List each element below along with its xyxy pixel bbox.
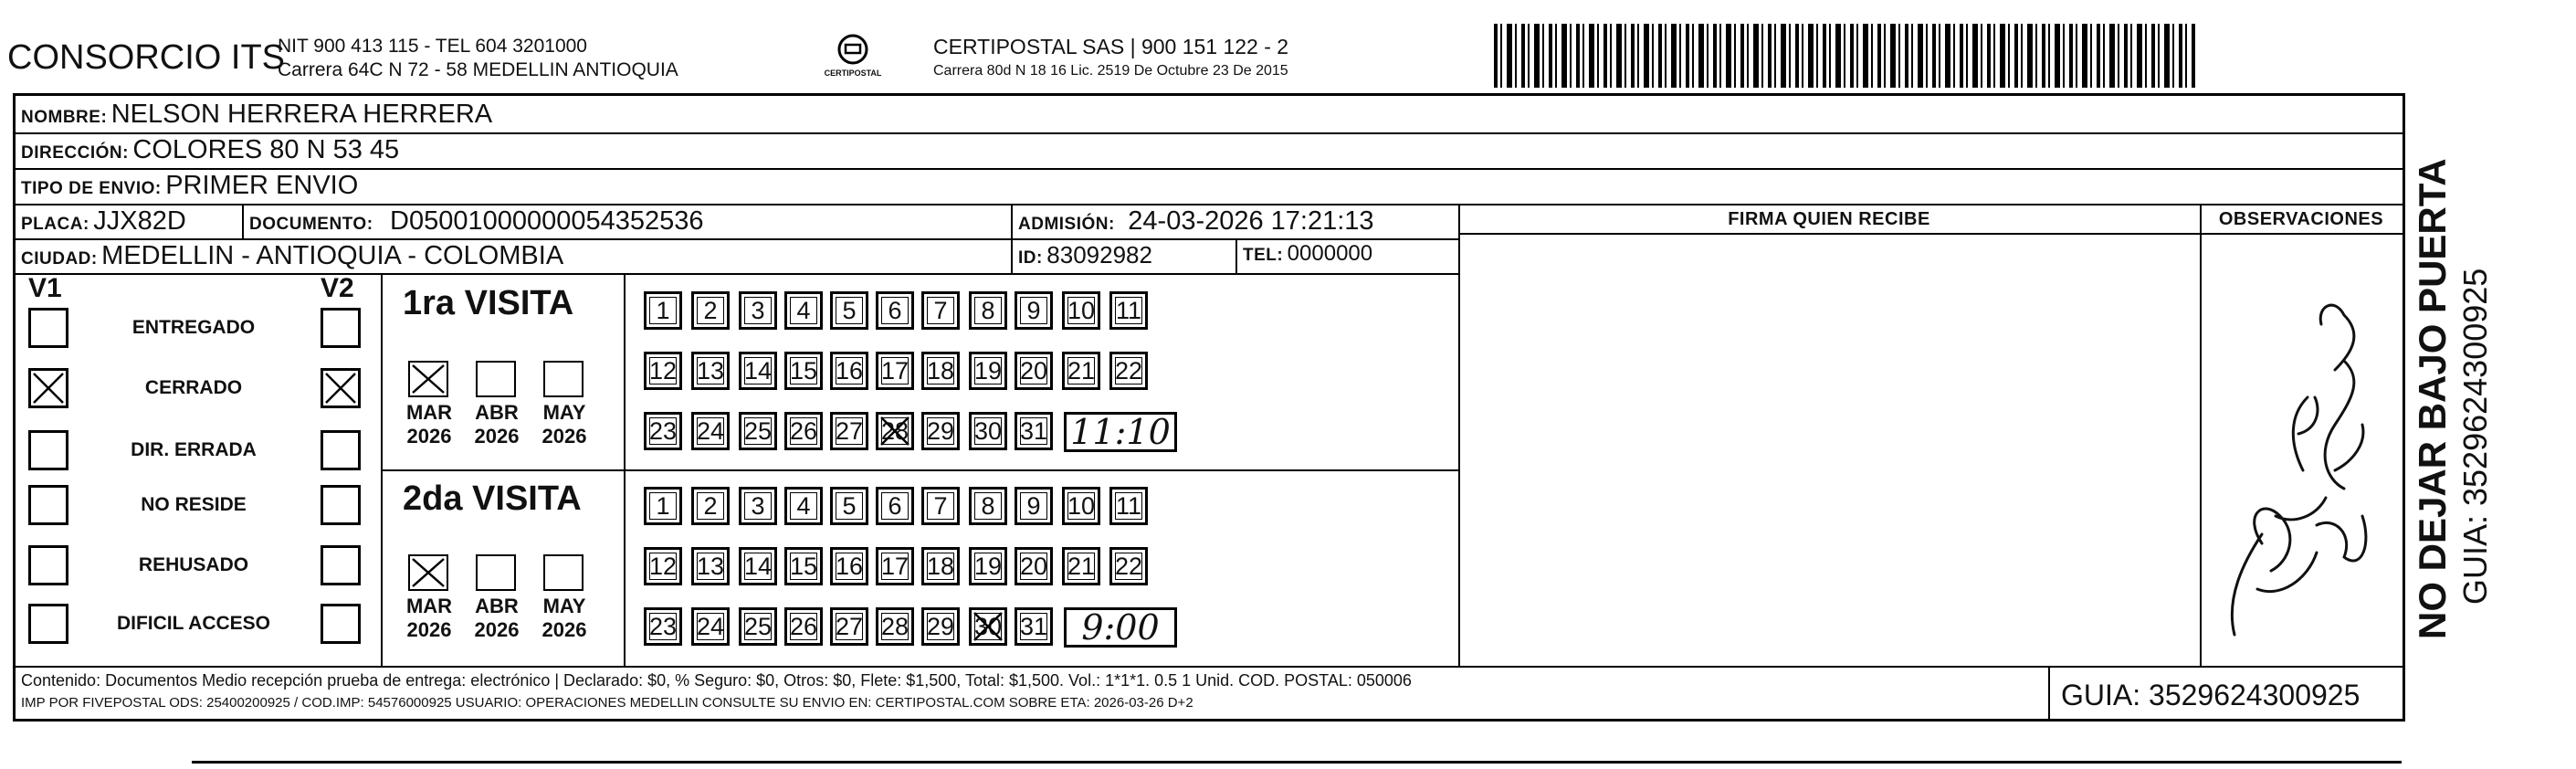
- day-cell[interactable]: [876, 291, 914, 330]
- guide-form: [13, 93, 2405, 722]
- day-number: 15: [789, 356, 818, 384]
- month-checkbox[interactable]: [543, 554, 584, 591]
- v1-checkbox[interactable]: [28, 545, 68, 585]
- v2-checkbox[interactable]: [321, 545, 361, 585]
- day-cell[interactable]: [1062, 352, 1100, 390]
- day-cell[interactable]: [830, 352, 868, 390]
- company-name: CONSORCIO ITS: [7, 38, 286, 77]
- day-cell[interactable]: [1015, 352, 1053, 390]
- day-cell[interactable]: [644, 607, 682, 646]
- day-number: 17: [880, 356, 909, 384]
- month-name: MAY: [542, 595, 586, 617]
- month-name: MAY: [542, 401, 586, 424]
- status-label: CERRADO: [144, 377, 243, 398]
- day-number: 13: [696, 552, 725, 580]
- day-number: 9: [1026, 491, 1041, 520]
- day-number: 3: [751, 491, 765, 520]
- day-cell[interactable]: [969, 547, 1007, 585]
- day-cell[interactable]: [921, 487, 960, 525]
- tipo-label: TIPO DE ENVIO:: [21, 179, 162, 198]
- month-label: [532, 401, 596, 448]
- footer-guia: GUIA: 3529624300925: [2061, 679, 2360, 711]
- month-year: 2026: [406, 425, 452, 448]
- day-cell[interactable]: [969, 607, 1007, 646]
- direccion-label: DIRECCIÓN:: [21, 143, 129, 163]
- day-cell[interactable]: [830, 291, 868, 330]
- id-value: 83092982: [1046, 241, 1152, 269]
- day-number: 25: [743, 416, 773, 445]
- page-edge: [192, 761, 2402, 764]
- month-label: [465, 595, 529, 642]
- tel-cell: [1243, 241, 1372, 267]
- day-number: 10: [1067, 296, 1096, 324]
- day-number: 12: [648, 356, 678, 384]
- day-cell[interactable]: [691, 547, 730, 585]
- day-cell[interactable]: [1109, 352, 1148, 390]
- day-number: 30: [973, 612, 1003, 640]
- day-cell[interactable]: [644, 291, 682, 330]
- v2-checkbox[interactable]: [321, 485, 361, 525]
- day-number: 24: [696, 416, 725, 445]
- day-cell[interactable]: [691, 352, 730, 390]
- tipo-value: PRIMER ENVIO: [165, 171, 359, 200]
- company-info: [278, 35, 678, 82]
- day-number: 22: [1114, 552, 1143, 580]
- day-cell[interactable]: [644, 412, 682, 450]
- day-number: 18: [926, 356, 955, 384]
- day-number: 16: [835, 552, 864, 580]
- day-cell[interactable]: [644, 547, 682, 585]
- month-year: 2026: [474, 425, 520, 448]
- day-cell[interactable]: [784, 487, 823, 525]
- direccion-row: [21, 135, 399, 165]
- day-cell[interactable]: [691, 291, 730, 330]
- day-number: 5: [842, 491, 857, 520]
- placa-cell: [21, 206, 186, 237]
- day-cell[interactable]: [1062, 547, 1100, 585]
- day-cell[interactable]: [969, 352, 1007, 390]
- month-name: ABR: [475, 595, 519, 617]
- day-cell[interactable]: [876, 412, 914, 450]
- ciudad-label: CIUDAD:: [21, 249, 98, 269]
- placa-value: JJX82D: [93, 206, 186, 236]
- day-cell[interactable]: [876, 352, 914, 390]
- day-cell[interactable]: [644, 487, 682, 525]
- day-cell[interactable]: [921, 412, 960, 450]
- documento-cell: [249, 206, 704, 237]
- v2-checkbox[interactable]: [321, 604, 361, 644]
- day-number: 18: [926, 552, 955, 580]
- month-year: 2026: [541, 425, 587, 448]
- day-cell[interactable]: [876, 487, 914, 525]
- day-number: 7: [933, 296, 948, 324]
- month-label: [397, 401, 461, 448]
- day-cell[interactable]: [739, 352, 777, 390]
- day-cell[interactable]: [691, 607, 730, 646]
- day-number: 15: [789, 552, 818, 580]
- day-cell[interactable]: [921, 352, 960, 390]
- month-checkbox[interactable]: [408, 361, 448, 397]
- day-number: 13: [696, 356, 725, 384]
- day-number: 6: [888, 296, 902, 324]
- day-number: 21: [1067, 552, 1096, 580]
- day-number: 29: [926, 416, 955, 445]
- day-number: 4: [796, 296, 811, 324]
- status-label: DIFICIL ACCESO: [116, 613, 270, 634]
- logo-icon: [835, 33, 871, 66]
- day-number: 9: [1026, 296, 1041, 324]
- day-number: 19: [973, 552, 1003, 580]
- day-cell[interactable]: [830, 547, 868, 585]
- day-number: 2: [703, 296, 718, 324]
- day-number: 7: [933, 491, 948, 520]
- day-cell[interactable]: [969, 487, 1007, 525]
- status-label: REHUSADO: [138, 554, 249, 575]
- day-number: 4: [796, 491, 811, 520]
- day-number: 8: [981, 491, 995, 520]
- status-label: NO RESIDE: [141, 494, 247, 515]
- day-cell[interactable]: [691, 412, 730, 450]
- visit-time[interactable]: 11:10: [1064, 412, 1177, 452]
- day-cell[interactable]: [1062, 291, 1100, 330]
- month-name: MAR: [405, 401, 453, 424]
- documento-label: DOCUMENTO:: [249, 215, 373, 234]
- day-cell[interactable]: [784, 607, 823, 646]
- logo-text: CERTIPOSTAL: [824, 68, 882, 78]
- admision-value: 24-03-2026 17:21:13: [1128, 206, 1374, 236]
- day-cell[interactable]: [830, 487, 868, 525]
- v2-header: V2: [321, 273, 354, 303]
- v1-checkbox[interactable]: [28, 430, 68, 470]
- placa-label: PLACA:: [21, 215, 89, 234]
- day-number: 5: [842, 296, 857, 324]
- v1-header: V1: [28, 273, 62, 303]
- handwritten-signature: [2207, 242, 2395, 653]
- day-number: 1: [656, 296, 670, 324]
- day-cell[interactable]: [784, 547, 823, 585]
- id-cell: [1018, 241, 1152, 269]
- day-number: 28: [880, 612, 909, 640]
- day-number: 28: [880, 416, 909, 445]
- day-number: 20: [1019, 552, 1048, 580]
- month-year: 2026: [474, 618, 520, 641]
- day-number: 17: [880, 552, 909, 580]
- nombre-row: [21, 100, 492, 130]
- month-year: 2026: [541, 618, 587, 641]
- no-dejar-warning: NO DEJAR BAJO PUERTA: [2411, 158, 2454, 639]
- month-label: [532, 595, 596, 642]
- day-number: 23: [648, 416, 678, 445]
- id-label: ID:: [1018, 248, 1043, 268]
- status-label: DIR. ERRADA: [131, 439, 257, 460]
- visit-time[interactable]: 9:00: [1064, 607, 1177, 648]
- day-number: 20: [1019, 356, 1048, 384]
- day-cell[interactable]: [1015, 487, 1053, 525]
- month-checkbox[interactable]: [476, 361, 516, 397]
- day-number: 14: [743, 356, 773, 384]
- visit1-title: 1ra VISITA: [403, 284, 574, 322]
- v1-checkbox[interactable]: [28, 308, 68, 348]
- day-number: 8: [981, 296, 995, 324]
- admision-label: ADMISIÓN:: [1018, 215, 1115, 234]
- v2-checkbox[interactable]: [321, 368, 361, 408]
- day-cell[interactable]: [784, 412, 823, 450]
- day-number: 14: [743, 552, 773, 580]
- day-cell[interactable]: [1015, 607, 1053, 646]
- ciudad-value: MEDELLIN - ANTIOQUIA - COLOMBIA: [101, 241, 564, 270]
- day-number: 27: [835, 416, 864, 445]
- nombre-label: NOMBRE:: [21, 108, 108, 127]
- month-name: ABR: [475, 401, 519, 424]
- v2-checkbox[interactable]: [321, 308, 361, 348]
- day-number: 22: [1114, 356, 1143, 384]
- nit-line: NIT 900 413 115 - TEL 604 3201000: [278, 36, 587, 57]
- day-cell[interactable]: [739, 607, 777, 646]
- barcode: [1494, 24, 2195, 88]
- day-number: 27: [835, 612, 864, 640]
- day-cell[interactable]: [969, 291, 1007, 330]
- day-number: 2: [703, 491, 718, 520]
- day-cell[interactable]: [644, 352, 682, 390]
- side-guia: GUIA: 3529624300925: [2456, 268, 2494, 605]
- day-number: 11: [1115, 296, 1142, 324]
- day-cell[interactable]: [1109, 487, 1148, 525]
- month-checkbox[interactable]: [543, 361, 584, 397]
- day-cell[interactable]: [691, 487, 730, 525]
- day-number: 16: [835, 356, 864, 384]
- day-number: 26: [789, 612, 818, 640]
- day-number: 10: [1067, 491, 1096, 520]
- footer-imp: IMP POR FIVEPOSTAL ODS: 25400200925 / COD.IMP: 54576000925 USUARIO: OPERACIONES MEDELLIN CONSULTE SU ENVIO EN: CERTIPOSTAL.COM SOBRE ETA: 2026-03-26 D+2: [21, 695, 1193, 711]
- certipostal-logo: [816, 33, 889, 78]
- day-cell[interactable]: [1015, 291, 1053, 330]
- day-cell[interactable]: [969, 412, 1007, 450]
- day-cell[interactable]: [830, 607, 868, 646]
- day-cell[interactable]: [1015, 412, 1053, 450]
- day-cell[interactable]: [1015, 547, 1053, 585]
- day-cell[interactable]: [1109, 291, 1148, 330]
- day-number: 11: [1115, 491, 1142, 520]
- month-name: MAR: [405, 595, 453, 617]
- day-cell[interactable]: [739, 291, 777, 330]
- day-cell[interactable]: [739, 547, 777, 585]
- address-line: Carrera 64C N 72 - 58 MEDELLIN ANTIOQUIA: [278, 59, 678, 80]
- day-number: 25: [743, 612, 773, 640]
- admision-cell: [1018, 206, 1374, 237]
- day-cell[interactable]: [876, 547, 914, 585]
- month-label: [397, 595, 461, 642]
- day-number: 1: [656, 491, 670, 520]
- day-cell[interactable]: [921, 547, 960, 585]
- day-number: 23: [648, 612, 678, 640]
- observaciones-header: OBSERVACIONES: [2218, 209, 2384, 229]
- day-cell[interactable]: [921, 291, 960, 330]
- month-checkbox[interactable]: [408, 554, 448, 591]
- signature-area[interactable]: [1458, 233, 2200, 666]
- v2-checkbox[interactable]: [321, 430, 361, 470]
- visit2-title: 2da VISITA: [403, 479, 582, 518]
- v1-checkbox[interactable]: [28, 485, 68, 525]
- tipo-row: [21, 171, 358, 201]
- day-number: 12: [648, 552, 678, 580]
- day-cell[interactable]: [739, 412, 777, 450]
- carrier-line: CERTIPOSTAL SAS | 900 151 122 - 2: [933, 35, 1289, 58]
- day-number: 31: [1019, 416, 1048, 445]
- status-label: ENTREGADO: [131, 317, 256, 338]
- ciudad-cell: [21, 241, 563, 271]
- v1-checkbox[interactable]: [28, 604, 68, 644]
- nombre-value: NELSON HERRERA HERRERA: [110, 100, 493, 129]
- day-number: 26: [789, 416, 818, 445]
- day-number: 21: [1067, 356, 1096, 384]
- documento-value: D05001000000054352536: [390, 206, 704, 236]
- firma-header: FIRMA QUIEN RECIBE: [1728, 209, 1930, 229]
- day-cell[interactable]: [739, 487, 777, 525]
- day-number: 3: [751, 296, 765, 324]
- day-cell[interactable]: [830, 412, 868, 450]
- v1-checkbox[interactable]: [28, 368, 68, 408]
- day-number: 6: [888, 491, 902, 520]
- day-cell[interactable]: [876, 607, 914, 646]
- day-cell[interactable]: [921, 607, 960, 646]
- month-checkbox[interactable]: [476, 554, 516, 591]
- footer-content: Contenido: Documentos Medio recepción prueba de entrega: electrónico | Declarado: $0, % Seguro: $0, Otros: $0, Flete: $1,500, Total: $1,500. Vol.: 1*1*1. 0.5 1 Unid. COD. POSTAL: 050006: [21, 671, 1412, 690]
- day-cell[interactable]: [784, 291, 823, 330]
- day-number: 29: [926, 612, 955, 640]
- month-year: 2026: [406, 618, 452, 641]
- day-number: 19: [973, 356, 1003, 384]
- day-cell[interactable]: [1109, 547, 1148, 585]
- carrier-address: Carrera 80d N 18 16 Lic. 2519 De Octubre 23 De 2015: [933, 63, 1288, 79]
- day-cell[interactable]: [784, 352, 823, 390]
- month-label: [465, 401, 529, 448]
- day-number: 24: [696, 612, 725, 640]
- day-cell[interactable]: [1062, 487, 1100, 525]
- tel-label: TEL:: [1243, 246, 1284, 265]
- day-number: 30: [973, 416, 1003, 445]
- carrier-info: [933, 35, 1288, 79]
- direccion-value: COLORES 80 N 53 45: [132, 135, 400, 164]
- day-number: 31: [1019, 612, 1048, 640]
- tel-value: 0000000: [1287, 241, 1373, 266]
